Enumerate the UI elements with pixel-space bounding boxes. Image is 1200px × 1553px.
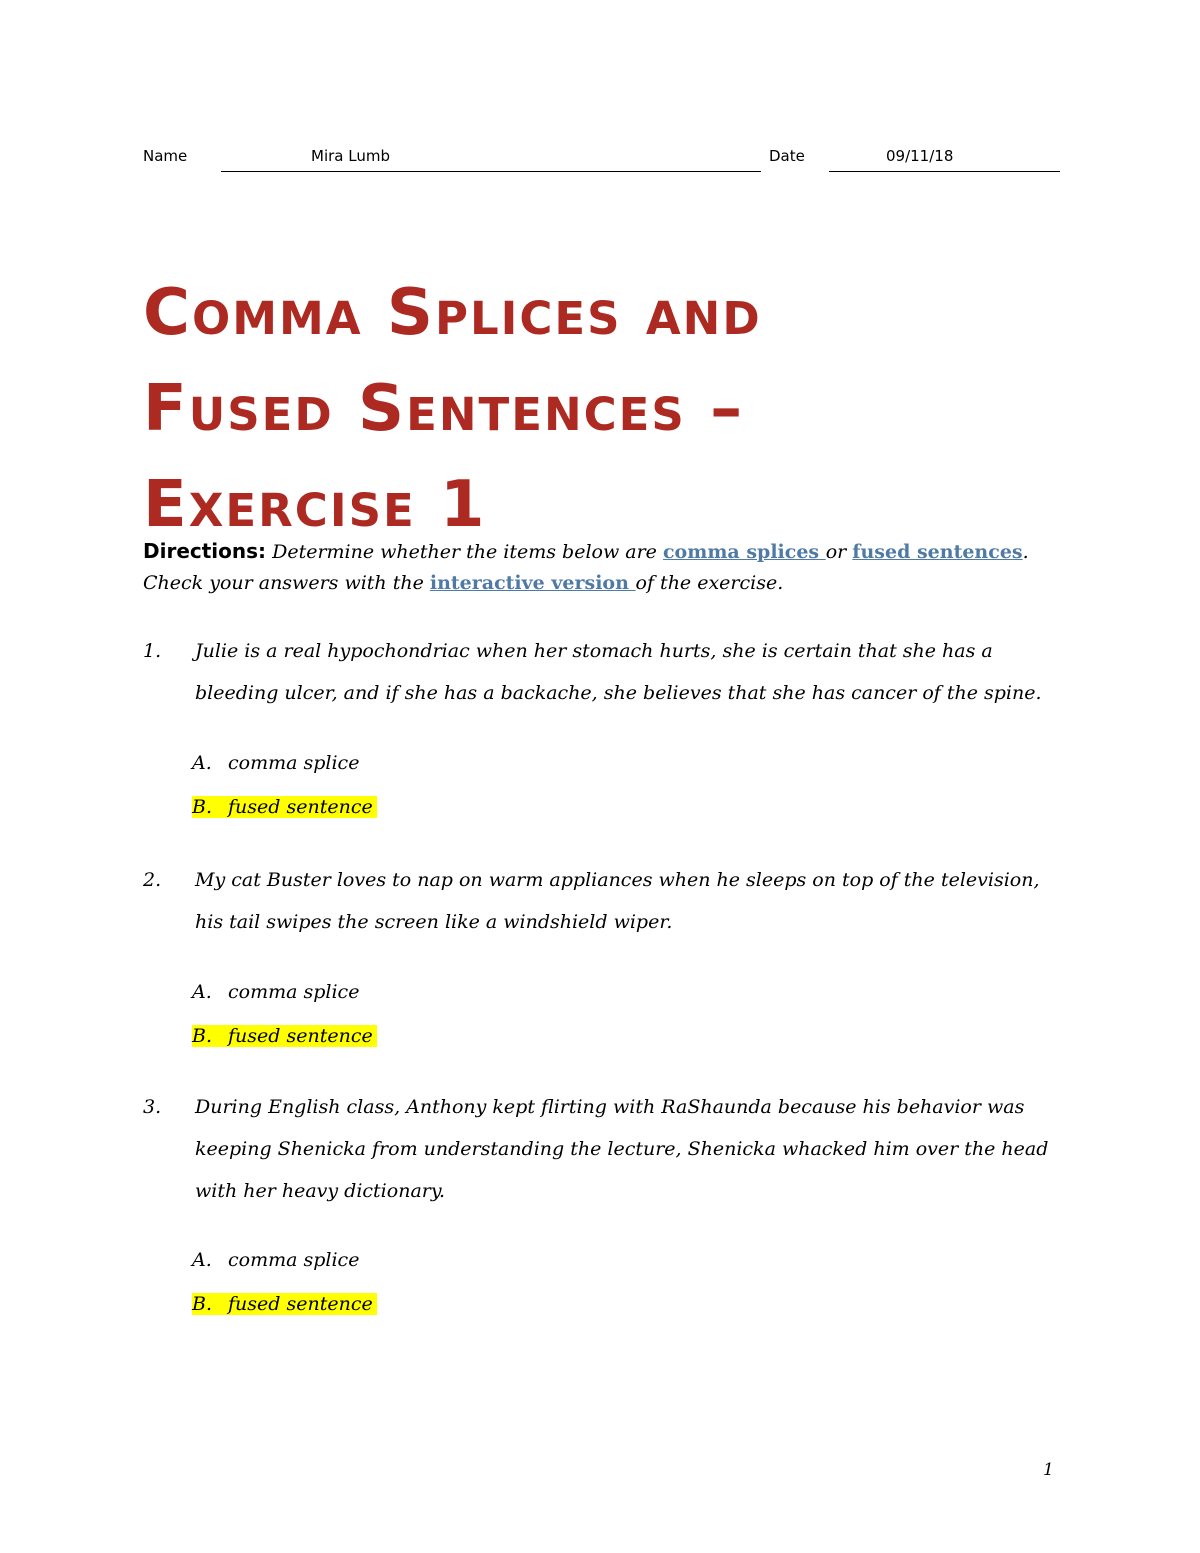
page-number: 1 — [1043, 1460, 1054, 1480]
directions-label: Directions: — [143, 539, 267, 563]
question-2-option-a[interactable] — [192, 978, 359, 1006]
question-3-option-a[interactable] — [192, 1246, 359, 1274]
title-line-1: Comma Splices and — [143, 276, 762, 350]
directions-text: . — [1022, 541, 1029, 563]
fused-sentences-link[interactable]: fused sentences — [852, 541, 1023, 563]
date-underline — [829, 171, 1060, 172]
date-value[interactable]: 09/11/18 — [886, 147, 954, 165]
option-text: fused sentence — [228, 1025, 373, 1047]
name-underline — [221, 171, 761, 172]
question-2 — [143, 859, 1063, 943]
answer-highlight — [192, 1025, 377, 1047]
option-text: fused sentence — [228, 1293, 373, 1315]
question-1-option-a[interactable] — [192, 749, 359, 777]
option-letter: B. — [192, 1025, 213, 1047]
title-line-2: Fused Sentences – — [143, 372, 745, 446]
directions-text: Determine whether the items below are — [266, 541, 663, 563]
question-text: Julie is a real hypochondriac when her stomach hurts, she is certain that she has a bleeding ulcer, and if she has a backache, she believes that she has cancer of the spine. — [195, 640, 1042, 704]
option-letter: A. — [192, 752, 212, 774]
question-text: During English class, Anthony kept flirting with RaShaunda because his behavior was keeping Shenicka from understanding the lecture, Shenicka whacked him over the head with her heavy dictionary. — [195, 1096, 1049, 1202]
title-line-3: Exercise 1 — [143, 468, 487, 542]
question-number: 2. — [143, 869, 162, 891]
question-1-option-b[interactable] — [192, 793, 377, 821]
option-text: comma splice — [228, 981, 360, 1003]
question-1 — [143, 630, 1063, 714]
directions-text: or — [825, 541, 853, 563]
comma-splices-link[interactable]: comma splices — [662, 541, 826, 563]
date-label: Date — [769, 147, 805, 165]
question-3-option-b[interactable] — [192, 1290, 377, 1318]
question-3 — [143, 1086, 1063, 1212]
directions-text: of the exercise. — [635, 572, 784, 594]
interactive-version-link[interactable]: interactive version — [429, 572, 636, 594]
name-label: Name — [143, 147, 188, 165]
option-letter: B. — [192, 796, 213, 818]
answer-highlight — [192, 796, 377, 818]
page-title — [143, 265, 762, 553]
option-letter: A. — [192, 1249, 212, 1271]
answer-highlight — [192, 1293, 377, 1315]
directions-text: Check your answers with the — [143, 572, 430, 594]
question-2-option-b[interactable] — [192, 1022, 377, 1050]
option-text: comma splice — [228, 1249, 360, 1271]
option-text: fused sentence — [228, 796, 373, 818]
question-text: My cat Buster loves to nap on warm appliances when he sleeps on top of the television, his tail swipes the screen like a windshield wiper. — [195, 869, 1040, 933]
option-letter: B. — [192, 1293, 213, 1315]
option-text: comma splice — [228, 752, 360, 774]
name-value[interactable]: Mira Lumb — [311, 147, 390, 165]
option-letter: A. — [192, 981, 212, 1003]
directions-line-2 — [143, 568, 1029, 599]
directions-line-1 — [143, 536, 1029, 568]
directions — [143, 536, 1029, 599]
question-number: 3. — [143, 1096, 162, 1118]
question-number: 1. — [143, 640, 162, 662]
